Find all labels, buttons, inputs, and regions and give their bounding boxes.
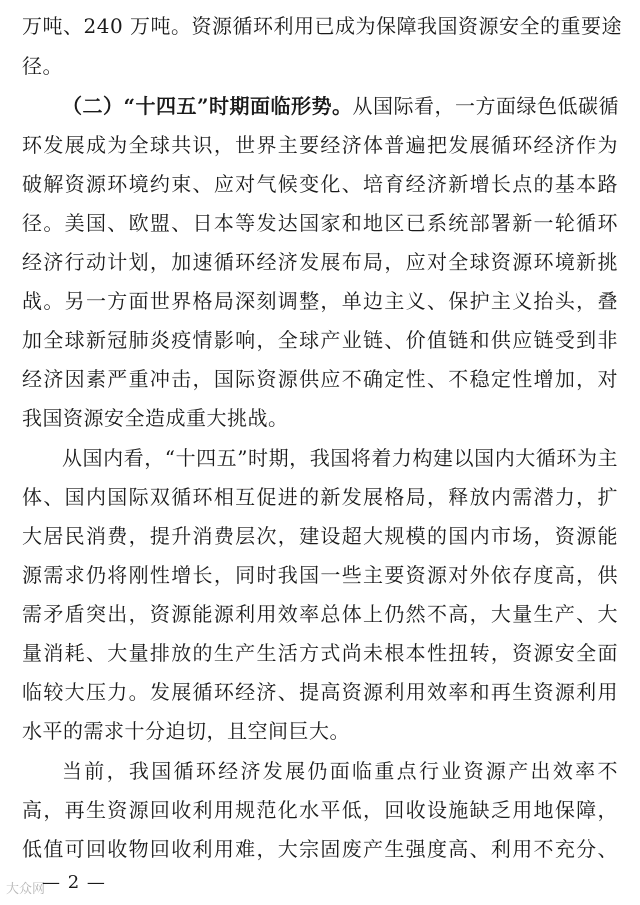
page-number: — 2 —	[42, 872, 106, 893]
text-line: 体、国内国际双循环相互促进的新发展格局，释放内需潜力，扩	[22, 485, 618, 509]
text-line: 我国资源安全造成重大挑战。	[22, 406, 289, 430]
text-line: 源需求仍将刚性增长，同时我国一些主要资源对外依存度高，供	[22, 563, 618, 587]
text-line: 量消耗、大量排放的生产生活方式尚未根本性扭转，资源安全面	[22, 641, 618, 665]
watermark: 大众网	[6, 882, 46, 897]
text-line: 经济因素严重冲击，国际资源供应不确定性、不稳定性增加，对	[22, 367, 618, 391]
text-line: 经济行动计划，加速循环经济发展布局，应对全球资源环境新挑	[22, 250, 618, 274]
text-line: 破解资源环境约束、应对气候变化、培育经济新增长点的基本路	[22, 172, 618, 196]
text-line: 万吨、240 万吨。资源循环利用已成为保障我国资源安全的重要途	[22, 14, 623, 38]
text-line: 需矛盾突出，资源能源利用效率总体上仍然不高，大量生产、大	[22, 602, 618, 626]
text-line: 大居民消费，提升消费层次，建设超大规模的国内市场，资源能	[22, 524, 618, 548]
text-line: 环发展成为全球共识，世界主要经济体普遍把发展循环经济作为	[22, 133, 618, 157]
text-line: 加全球新冠肺炎疫情影响，全球产业链、价值链和供应链受到非	[22, 328, 618, 352]
text-line: 径。	[22, 54, 63, 78]
text-line: 低值可回收物回收利用难，大宗固废产生强度高、利用不充分、	[22, 837, 618, 861]
text-line: 径。美国、欧盟、日本等发达国家和地区已系统部署新一轮循环	[22, 211, 618, 235]
text-line: 水平的需求十分迫切，且空间巨大。	[22, 719, 350, 743]
text-line: 高，再生资源回收利用规范化水平低，回收设施缺乏用地保障，	[22, 798, 618, 822]
text-line: 当前，我国循环经济发展仍面临重点行业资源产出效率不	[62, 759, 618, 783]
section-heading-line	[62, 94, 618, 118]
section-heading: （二）“十四五”时期面临形势。	[62, 94, 353, 118]
text-line: 临较大压力。发展循环经济、提高资源利用效率和再生资源利用	[22, 680, 618, 704]
text-line: 从国内看，“十四五”时期，我国将着力构建以国内大循环为主	[62, 446, 618, 470]
text-line: 从国际看，一方面绿色低碳循	[352, 94, 620, 118]
text-line: 战。另一方面世界格局深刻调整，单边主义、保护主义抬头，叠	[22, 289, 618, 313]
